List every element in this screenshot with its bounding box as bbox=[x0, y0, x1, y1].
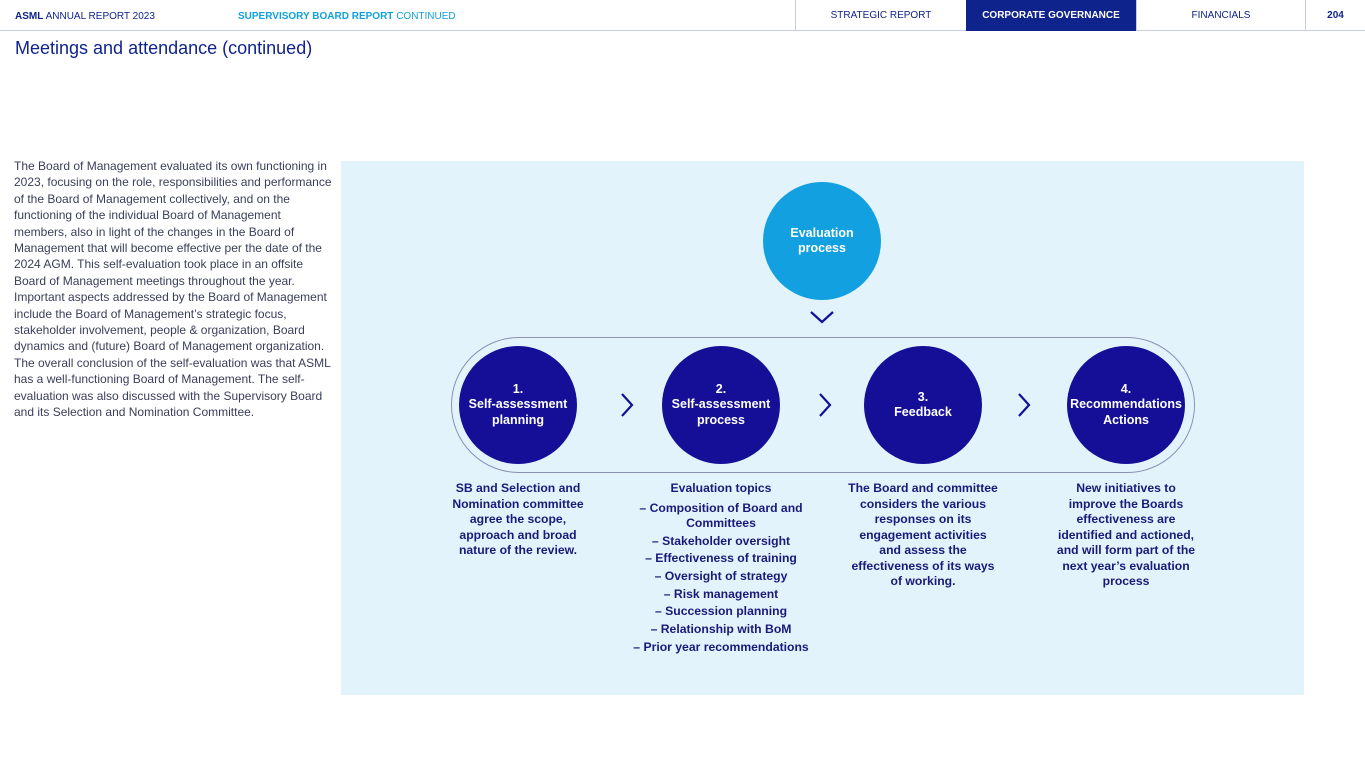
step-3-label: Feedback bbox=[894, 405, 952, 419]
step-2-circle bbox=[662, 346, 780, 464]
topic-item: – Composition of Board and Committees bbox=[639, 500, 803, 530]
page-header bbox=[0, 0, 1365, 31]
report-label bbox=[15, 11, 155, 22]
step-2-label-line1: Self-assessment bbox=[671, 397, 771, 412]
step-4-label-line2: Actions bbox=[1103, 412, 1149, 427]
step-4-label-line1: Recommendations bbox=[1070, 397, 1182, 412]
topics-title: Evaluation topics bbox=[670, 481, 772, 495]
step-3-number: 3. bbox=[917, 389, 929, 404]
body-paragraph: The Board of Management evaluated its own functioning in 2023, focusing on the role, responsibilities and performance of the Board of Management collectively, and on the functioning of the individual Board of Management members, also in light of the changes in the Board of Management that will become effective per the date of the 2024 AGM. This self-evaluation took place in an offsite Board of Management meetings throughout the year. Important aspects addressed by the Board of Management include the Board of Management’s strategic focus, stakeholder involvement, people & organization, Board dynamics and (future) Board of Management organization. The overall conclusion of the self-evaluation was that ASML has a well-functioning Board of Management. The self-evaluation was also discussed with the Supervisory Board and its Selection and Nomination Committee. bbox=[14, 159, 332, 420]
step-1-description: SB and Selection and Nomination committee agree the scope, approach and broad nature of the review. bbox=[452, 481, 584, 557]
section-suffix: CONTINUED bbox=[396, 11, 456, 22]
page-title: Meetings and attendance (continued) bbox=[15, 38, 313, 58]
brand-name: ASML bbox=[15, 11, 44, 22]
topic-item: – Relationship with BoM bbox=[650, 622, 792, 637]
step-1-label-line1: Self-assessment bbox=[468, 397, 568, 412]
topic-item: – Risk management bbox=[663, 586, 779, 601]
step-2-label-line2: process bbox=[697, 412, 745, 427]
topic-item: – Succession planning bbox=[654, 604, 788, 619]
report-name: ANNUAL REPORT 2023 bbox=[45, 11, 155, 22]
evaluation-diagram bbox=[341, 161, 1304, 695]
tab-financials[interactable]: FINANCIALS bbox=[1136, 0, 1305, 31]
topic-item: – Prior year recommendations bbox=[633, 639, 809, 654]
chevron-right-icon bbox=[620, 392, 634, 418]
tab-corporate-governance[interactable]: CORPORATE GOVERNANCE bbox=[966, 0, 1136, 31]
step-3-circle bbox=[864, 346, 982, 464]
evaluation-process-circle bbox=[763, 182, 881, 300]
nav-tabs bbox=[795, 0, 1365, 31]
section-label bbox=[238, 11, 456, 22]
topic-item: – Stakeholder oversight bbox=[651, 533, 791, 548]
chevron-right-icon bbox=[818, 392, 832, 418]
page-number: 204 bbox=[1305, 0, 1365, 31]
step-4-number: 4. bbox=[1120, 381, 1132, 396]
step-1-circle bbox=[459, 346, 577, 464]
tab-strategic-report[interactable]: STRATEGIC REPORT bbox=[795, 0, 966, 31]
step-4-description: New initiatives to improve the Boards effectiveness are identified and actioned, and will form part of the next year’s evaluation process bbox=[1056, 481, 1196, 588]
topic-item: – Effectiveness of training bbox=[645, 551, 797, 566]
step-3-description: The Board and committee considers the various responses on its engagement activities and assess the effectiveness of its ways of working. bbox=[848, 481, 998, 588]
step-4-circle bbox=[1067, 346, 1185, 464]
center-label-line2: process bbox=[798, 241, 846, 255]
topic-item: – Oversight of strategy bbox=[654, 569, 788, 584]
center-label-line1: Evaluation bbox=[790, 225, 854, 240]
evaluation-topics bbox=[631, 481, 811, 658]
step-2-number: 2. bbox=[715, 381, 727, 396]
chevron-down-icon bbox=[809, 309, 835, 325]
section-name: SUPERVISORY BOARD REPORT bbox=[238, 11, 394, 22]
chevron-right-icon bbox=[1017, 392, 1031, 418]
step-1-number: 1. bbox=[512, 381, 524, 396]
step-1-label-line2: planning bbox=[491, 412, 545, 427]
